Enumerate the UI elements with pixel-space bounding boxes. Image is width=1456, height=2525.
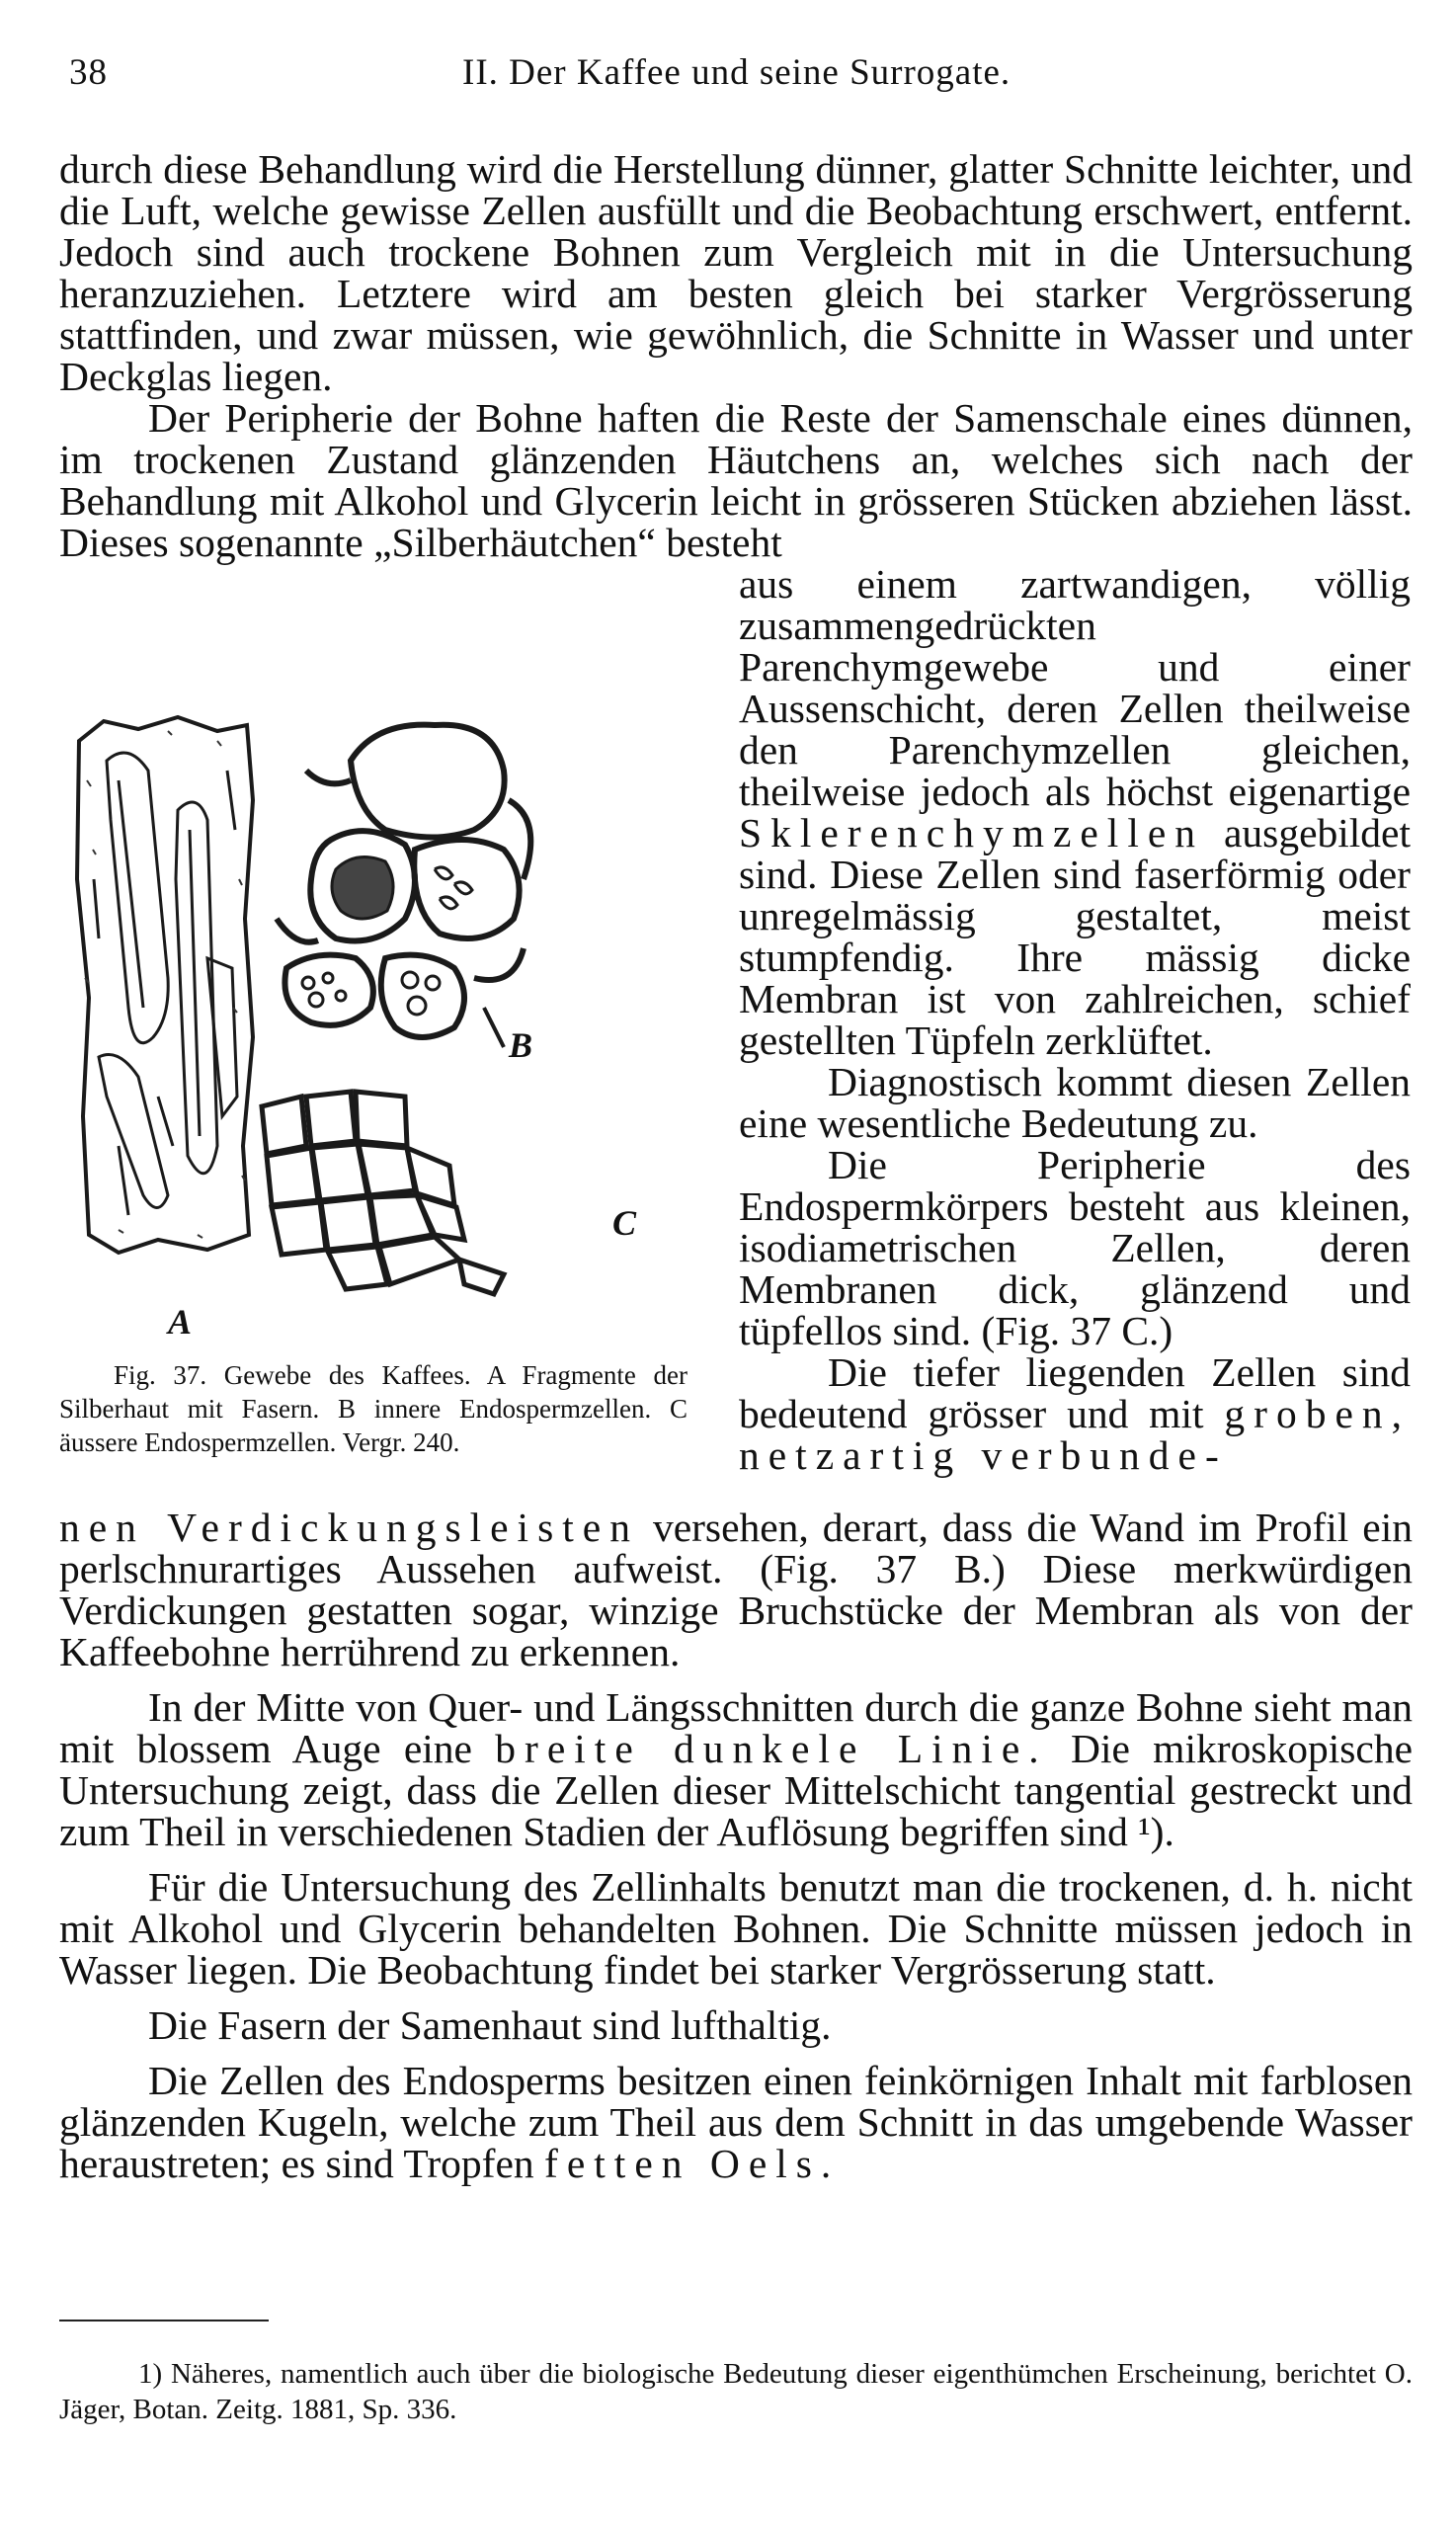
fragment-a-silberhaut (77, 717, 253, 1253)
text-run: Die mikroskopische Untersuchung zeigt, dass die Zellen dieser Mittelschicht tangential gestreckt und zum Theil in verschiedenen Stadien der Auflösung begriffen sind ¹). (59, 1726, 1413, 1854)
emphasis-breite-dunkele-linie: breite dunkele Linie. (495, 1726, 1048, 1771)
text-run: ausgebildet sind. Diese Zellen sind faserförmig oder unregelmässig gestaltet, meist stumpfendig. Ihre mässig dicke Membran ist von zahlreichen, schief gestellten Tüpfeln zerklüftet. (739, 810, 1411, 1063)
footnote-text: 1) Näheres, namentlich auch über die biologische Bedeutung dieser eigenthümchen Erscheinung, berichtet O. Jäger, Botan. Zeitg. 1881, Sp. 336. (59, 2358, 1413, 2425)
paragraph-1: durch diese Behandlung wird die Herstellung dünner, glatter Schnitte leichter, und die Luft, welche gewisse Zellen ausfüllt und die Beobachtung erschwert, entfernt. Jedoch sind auch trockene Bohnen zum Vergleich mit in die Untersuchung heranzuziehen. Letztere wird am besten gleich bei starker Vergrösserung stattfinden, und zwar müssen, wie gewöhnlich, die Schnitte in Wasser und unter Deckglas liegen. (59, 146, 1413, 399)
figure-37-drawing (59, 682, 691, 1353)
text-run: versehen, derart, dass die Wand im Profil ein perlschnurartiges Aussehen aufweist. (Fig. 37 B.) Diese merkwürdigen Verdickungen gestatten sogar, winzige Bruchstücke der Membran als von der Kaffeebohne herrührend zu erkennen. (59, 1505, 1414, 1674)
footnote (59, 2356, 1413, 2427)
figure-label-c: C (612, 1203, 637, 1243)
figure-caption (59, 1358, 688, 1459)
fragment-c-outer-cells (262, 1092, 504, 1294)
paragraph-2: Der Peripherie der Bohne haften die Reste der Samenschale eines dünnen, im trockenen Zustand glänzenden Häutchens an, welches sich nach der Behandlung mit Alkohol und Glycerin leicht in grösseren Stücken abziehen lässt. Dieses sogenannte „Silberhäutchen“ besteht (59, 395, 1413, 565)
top-text-block (59, 148, 1413, 563)
bottom-text-block (59, 1507, 1413, 2198)
right-column-text (739, 563, 1411, 1476)
paragraph-fasern: Die Fasern der Samenhaut sind lufthaltig. (148, 2002, 832, 2048)
figure-label-a: A (168, 1302, 193, 1342)
footnote-divider (59, 2320, 269, 2321)
page-header (57, 51, 1397, 101)
running-title: II. Der Kaffee und seine Surrogate. (462, 52, 1011, 93)
figure-label-b: B (509, 1025, 533, 1065)
text-run: Die tiefer liegenden Zellen sind bedeutend grösser und mit (739, 1349, 1411, 1436)
paragraph-endosperm-inhalt (59, 2060, 1413, 2184)
emphasis-fetten-oels: fetten Oels. (544, 2141, 841, 2186)
emphasis-verdickungsleisten: nen Verdickungsleisten (59, 1505, 639, 1550)
text-run: Die Zellen des Endosperms besitzen einen feinkörnigen Inhalt mit farblosen glänzenden Kugeln, welche zum Theil aus dem Schnitt in das umgebende Wasser heraustreten; es sind Tropfen (59, 2058, 1413, 2186)
page-number: 38 (69, 52, 108, 93)
emphasis-sklerenchymzellen: Sklerenchymzellen (739, 810, 1205, 855)
text-run: In der Mitte von Quer- und Längsschnitten durch die ganze Bohne sieht man mit blossem Auge eine (59, 1684, 1413, 1771)
figure-37-illustration (59, 682, 691, 1353)
paragraph-tiefer-zellen (739, 1351, 1411, 1476)
caption-text: Fig. 37. Gewebe des Kaffees. A Fragmente der Silberhaut mit Fasern. B innere Endospermzellen. C äussere Endospermzellen. Vergr. 240. (59, 1360, 688, 1457)
fragment-b-pointer (484, 1008, 504, 1047)
paragraph-zellinhalt: Für die Untersuchung des Zellinhalts benutzt man die trockenen, d. h. nicht mit Alkohol und Glycerin behandelten Bohnen. Die Schnitte müssen jedoch in Wasser liegen. Die Beobachtung findet bei starker Vergrösserung statt. (59, 1864, 1413, 1993)
fragment-b-inner-cells (277, 725, 530, 1037)
paragraph-peripherie: Die Peripherie des Endospermkörpers besteht aus kleinen, isodiametrischen Zellen, deren Membranen dick, glänzend und tüpfellos sind. (Fig. 37 C.) (739, 1142, 1411, 1353)
paragraph-mittelschicht (59, 1686, 1413, 1852)
paragraph-diagnostisch: Diagnostisch kommt diesen Zellen eine wesentliche Bedeutung zu. (739, 1059, 1411, 1146)
paragraph-verdickungsleisten (59, 1507, 1413, 1672)
emphasis-netzartig: groben, netzartig verbunde- (739, 1391, 1411, 1478)
text-run: aus einem zartwandigen, völlig zusammengedrückten Parenchymgewebe und einer Aussenschicht, deren Zellen theilweise den Parenchymzellen gleichen, theilweise jedoch als höchst eigenartige (739, 561, 1411, 814)
paragraph-silberhaeutchen (739, 563, 1411, 1061)
